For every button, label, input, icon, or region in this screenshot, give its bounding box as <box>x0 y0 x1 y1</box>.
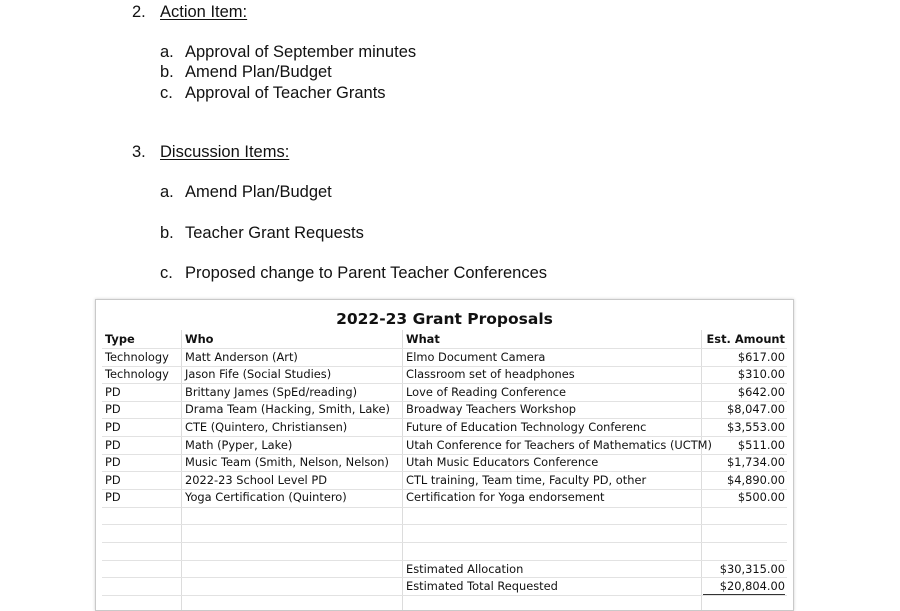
cell-what: Utah Music Educators Conference <box>406 455 599 470</box>
cell-who: Brittany James (SpEd/reading) <box>185 384 358 399</box>
cell-what: Classroom set of headphones <box>406 367 575 382</box>
section-heading: Action Item: <box>160 3 248 21</box>
cell-who: Matt Anderson (Art) <box>185 349 298 364</box>
table-row <box>96 349 793 367</box>
cell-what: CTL training, Team time, Faculty PD, other <box>406 472 647 487</box>
cell-what: Elmo Document Camera <box>406 349 546 364</box>
cell-amount: $500.00 <box>737 490 785 505</box>
cell-type: PD <box>105 420 121 434</box>
item-letter: a. <box>160 183 174 201</box>
cell-who: Math (Pyper, Lake) <box>185 437 293 452</box>
agenda-item: Approval of Teacher Grants <box>185 84 386 102</box>
row-divider <box>102 524 787 525</box>
agenda-item: Approval of September minutes <box>185 43 417 61</box>
cell-type: PD <box>105 384 121 399</box>
table-row <box>96 454 793 472</box>
cell-type: PD <box>105 455 121 470</box>
summary-label: Estimated Allocation <box>406 561 524 576</box>
agenda-item: Teacher Grant Requests <box>185 224 364 242</box>
cell-who: Yoga Certification (Quintero) <box>185 490 347 505</box>
table-row <box>96 419 793 437</box>
summary-row <box>96 561 793 579</box>
cell-amount: $310.00 <box>737 367 785 382</box>
cell-what: Utah Conference for Teachers of Mathematics (UCTM) <box>406 437 712 452</box>
table-row <box>96 472 793 490</box>
table-row <box>96 366 793 384</box>
section-heading: Discussion Items: <box>160 143 290 161</box>
table-row <box>96 437 793 455</box>
cell-what: Broadway Teachers Workshop <box>406 402 577 417</box>
cell-amount: $8,047.00 <box>727 402 785 417</box>
grant-proposals-table <box>95 299 794 611</box>
cell-type: PD <box>105 437 121 452</box>
cell-type: PD <box>105 472 121 487</box>
cell-what: Certification for Yoga endorsement <box>406 490 605 505</box>
cell-what: Love of Reading Conference <box>406 384 567 399</box>
column-header-what: What <box>406 332 440 346</box>
agenda <box>0 0 900 300</box>
cell-amount: $642.00 <box>737 384 785 399</box>
table-title: 2022-23 Grant Proposals <box>336 310 553 328</box>
column-header-amount: Est. Amount <box>706 332 785 346</box>
summary-amount: $30,315.00 <box>719 561 785 576</box>
cell-amount: $617.00 <box>737 349 785 364</box>
summary-amount: $20,804.00 <box>719 579 785 594</box>
column-header-who: Who <box>185 332 214 346</box>
agenda-item: Amend Plan/Budget <box>185 183 332 201</box>
cell-who: CTE (Quintero, Christiansen) <box>185 420 348 434</box>
item-letter: b. <box>160 224 174 242</box>
item-letter: b. <box>160 63 174 81</box>
row-divider <box>102 542 787 543</box>
summary-label: Estimated Total Requested <box>406 579 558 594</box>
table-row <box>96 384 793 402</box>
total-underline <box>703 594 785 595</box>
cell-type: PD <box>105 490 121 505</box>
table-row <box>96 401 793 419</box>
item-letter: c. <box>160 84 173 102</box>
item-letter: a. <box>160 43 174 61</box>
cell-who: Music Team (Smith, Nelson, Nelson) <box>185 455 389 470</box>
cell-amount: $1,734.00 <box>727 455 785 470</box>
cell-type: PD <box>105 402 121 417</box>
table-header-row <box>96 331 793 349</box>
cell-amount: $3,553.00 <box>727 420 785 434</box>
cell-who: Drama Team (Hacking, Smith, Lake) <box>185 402 390 417</box>
summary-row <box>96 578 793 596</box>
cell-amount: $4,890.00 <box>727 472 785 487</box>
agenda-item: Proposed change to Parent Teacher Conferences <box>185 264 548 282</box>
cell-who: 2022-23 School Level PD <box>185 472 327 487</box>
cell-what: Future of Education Technology Conferenc <box>406 420 647 434</box>
item-letter: c. <box>160 264 173 282</box>
section-number: 3. <box>132 143 146 161</box>
row-divider <box>102 507 787 508</box>
cell-who: Jason Fife (Social Studies) <box>185 367 332 382</box>
agenda-item: Amend Plan/Budget <box>185 63 332 81</box>
cell-amount: $511.00 <box>737 437 785 452</box>
cell-type: Technology <box>105 349 169 364</box>
cell-type: Technology <box>105 367 169 382</box>
column-header-type: Type <box>105 332 135 346</box>
table-row <box>96 489 793 507</box>
section-number: 2. <box>132 3 146 21</box>
